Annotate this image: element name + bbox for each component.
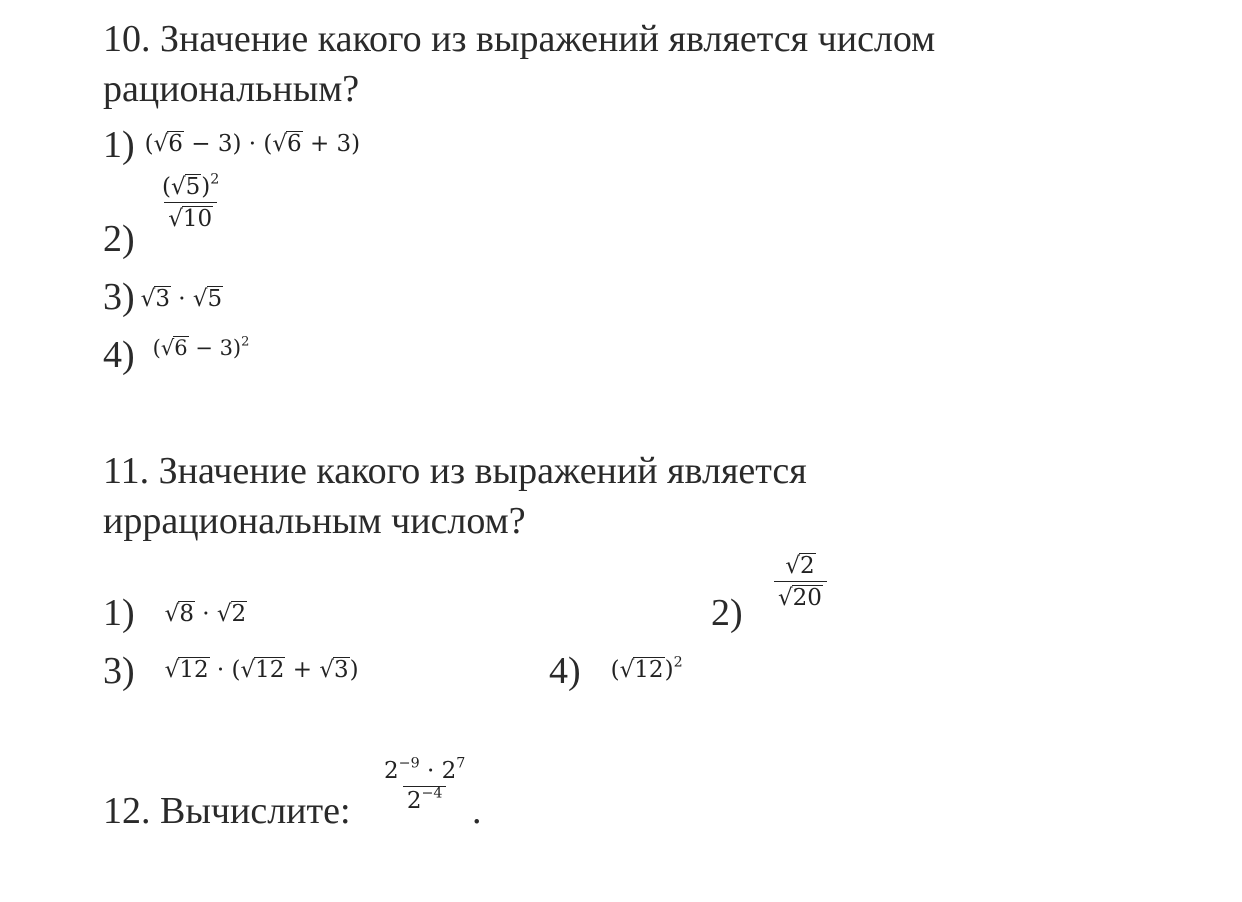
q11-title-line2: иррациональным числом? <box>103 500 526 542</box>
q10-option-2-label: 2) <box>103 218 135 260</box>
q11-option-4-label: 4) <box>549 650 581 692</box>
q11-title-line1: 11. Значение какого из выражений является <box>103 450 807 492</box>
q10-option-1-expression: (√6 − 3) · (√6 + 3) <box>144 131 361 157</box>
q10-option-1-label: 1) <box>103 124 135 166</box>
q11-option-1-label: 1) <box>103 592 135 634</box>
sqrt-sign: √6 <box>153 131 183 157</box>
q10-option-4 <box>103 336 249 374</box>
q10-option-3 <box>103 278 223 316</box>
q10-title-line2: рациональным? <box>103 68 360 110</box>
q10-option-3-label: 3) <box>103 276 135 318</box>
q11-option-2-label: 2) <box>711 592 743 634</box>
q11-option-3-expression: √12 · (√12 + √3) <box>164 657 359 683</box>
q11-option-3 <box>103 652 359 690</box>
q10-option-4-expression: $(√6 - 3)^2$ <box>152 334 250 360</box>
sqrt-sign: √6 <box>272 131 302 157</box>
q11-option-4-expression: $(√12)^2$ <box>610 654 683 683</box>
q11-option-2-fraction: $\frac{√2}{√20}$ <box>774 553 827 610</box>
q10-title-line1: 10. Значение какого из выражений является числом <box>103 18 936 60</box>
q11-option-4 <box>549 652 683 690</box>
q10-option-3-expression: √3 · √5 <box>140 286 223 312</box>
q12-title: 12. Вычислите: <box>103 790 351 832</box>
q11-option-3-label: 3) <box>103 650 135 692</box>
q12-fraction: $\frac{2^{-9} \cdot 2^7}{2^{-4}}$ <box>384 755 466 814</box>
q10-option-4-label: 4) <box>103 334 135 376</box>
q10-option-1 <box>103 126 360 164</box>
q11-option-1-expression: √8 · √2 <box>164 601 247 627</box>
q12-period: . <box>472 790 482 832</box>
q10-option-2-fraction: $\frac{(√5)^2}{√10}$ <box>162 171 220 232</box>
q11-option-1 <box>103 594 247 632</box>
